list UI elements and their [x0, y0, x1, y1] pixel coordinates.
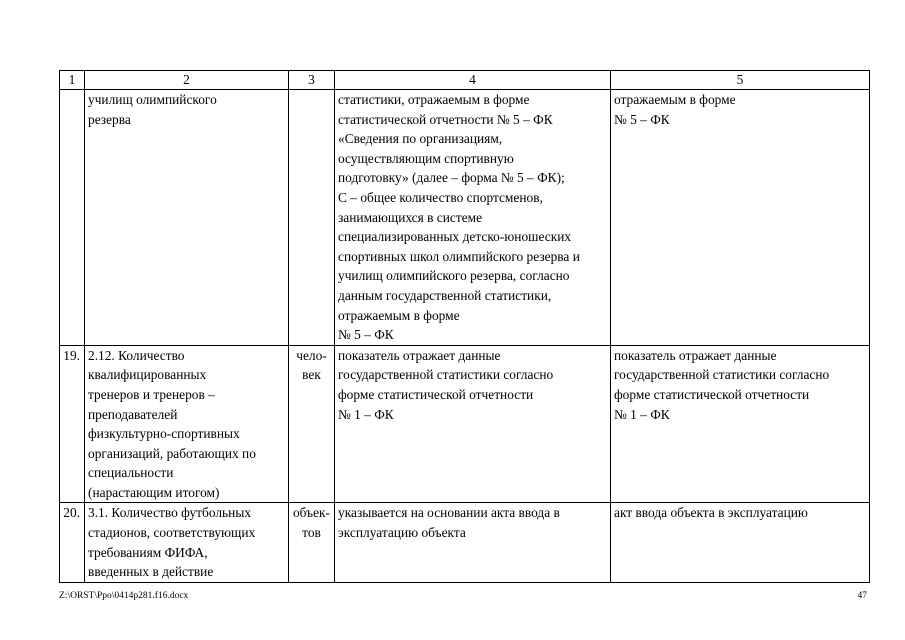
cell-text-line: физкультурно-спортивных	[88, 426, 240, 442]
footer-file-path: Z:\ORST\Ppo\0414p281.f16.docx	[59, 591, 189, 601]
cell-text-line: век	[302, 367, 321, 383]
cell-text-line: статистической отчетности № 5 – ФК	[338, 111, 553, 127]
table-row	[60, 345, 870, 503]
cell-text-line: форме статистической отчетности	[338, 386, 534, 402]
footer-page-number: 47	[857, 591, 867, 601]
cell-text-line: отражаемым в форме	[614, 92, 736, 107]
cell-text-line: училищ олимпийского резерва, согласно	[338, 268, 570, 284]
unit-cell	[289, 503, 335, 582]
calculation-method-cell	[335, 90, 611, 346]
cell-text-line: объек-	[292, 505, 330, 521]
calculation-method-cell	[335, 503, 611, 582]
row-number-cell: 20.	[60, 503, 85, 582]
cell-text-line: показатель отражает данные	[338, 347, 501, 363]
cell-text-line: подготовку» (далее – форма № 5 – ФК);	[338, 170, 565, 186]
cell-text-line: статистики, отражаемым в форме	[338, 92, 530, 107]
data-source-cell	[611, 90, 870, 346]
row-number-cell	[60, 90, 85, 346]
cell-text-line: тов	[302, 525, 321, 541]
unit-cell	[289, 345, 335, 503]
cell-text-line: № 5 – ФК	[338, 327, 394, 343]
unit-cell	[289, 90, 335, 346]
indicators-table	[59, 70, 870, 583]
table-row	[60, 503, 870, 582]
data-source-cell	[611, 345, 870, 503]
cell-text-line: специальности	[88, 465, 174, 481]
cell-text-line: указывается на основании акта ввода в	[338, 505, 560, 521]
cell-text-line: акт ввода объекта в эксплуатацию	[614, 505, 808, 521]
column-number-2: 2	[85, 71, 289, 90]
column-number-1: 1	[60, 71, 85, 90]
cell-text-line: данным государственной статистики,	[338, 287, 552, 303]
cell-text-line: квалифицированных	[88, 367, 207, 383]
cell-text-line: организаций, работающих по	[88, 445, 256, 461]
cell-text-line: преподавателей	[88, 406, 178, 422]
cell-text-line: показатель отражает данные	[614, 347, 777, 363]
cell-text-line: № 5 – ФК	[614, 111, 670, 127]
table-row	[60, 90, 870, 346]
cell-text-line: № 1 – ФК	[338, 406, 394, 422]
cell-text-line: специализированных детско-юношеских	[338, 229, 572, 245]
cell-text-line: (нарастающим итогом)	[88, 484, 220, 500]
column-number-3: 3	[289, 71, 335, 90]
row-number-cell: 19.	[60, 345, 85, 503]
cell-text-line: государственной статистики согласно	[614, 367, 830, 383]
indicator-name-cell	[85, 90, 289, 346]
cell-text-line: 2.12. Количество	[88, 347, 185, 363]
cell-text-line: осуществляющим спортивную	[338, 150, 514, 166]
indicator-name-cell	[85, 345, 289, 503]
column-number-5: 5	[611, 71, 870, 90]
column-number-header-row	[60, 71, 870, 90]
indicator-name-cell	[85, 503, 289, 582]
cell-text-line: тренеров и тренеров –	[88, 386, 215, 402]
cell-text-line: № 1 – ФК	[614, 406, 670, 422]
cell-text-line: стадионов, соответствующих	[88, 525, 256, 541]
cell-text-line: спортивных школ олимпийского резерва и	[338, 248, 580, 264]
cell-text-line: чело-	[296, 347, 327, 363]
cell-text-line: С – общее количество спортсменов,	[338, 189, 543, 205]
cell-text-line: требованиям ФИФА,	[88, 544, 208, 560]
cell-text-line: «Сведения по организациям,	[338, 131, 503, 147]
cell-text-line: введенных в действие	[88, 564, 214, 580]
cell-text-line: резерва	[88, 111, 131, 127]
cell-text-line: училищ олимпийского	[88, 92, 217, 107]
cell-text-line: форме статистической отчетности	[614, 386, 810, 402]
table-body	[60, 90, 870, 583]
cell-text-line: занимающихся в системе	[338, 209, 483, 225]
cell-text-line: отражаемым в форме	[338, 307, 460, 323]
cell-text-line: 3.1. Количество футбольных	[88, 505, 252, 521]
data-source-cell	[611, 503, 870, 582]
column-number-4: 4	[335, 71, 611, 90]
calculation-method-cell	[335, 345, 611, 503]
cell-text-line: государственной статистики согласно	[338, 367, 554, 383]
cell-text-line: эксплуатацию объекта	[338, 525, 466, 541]
